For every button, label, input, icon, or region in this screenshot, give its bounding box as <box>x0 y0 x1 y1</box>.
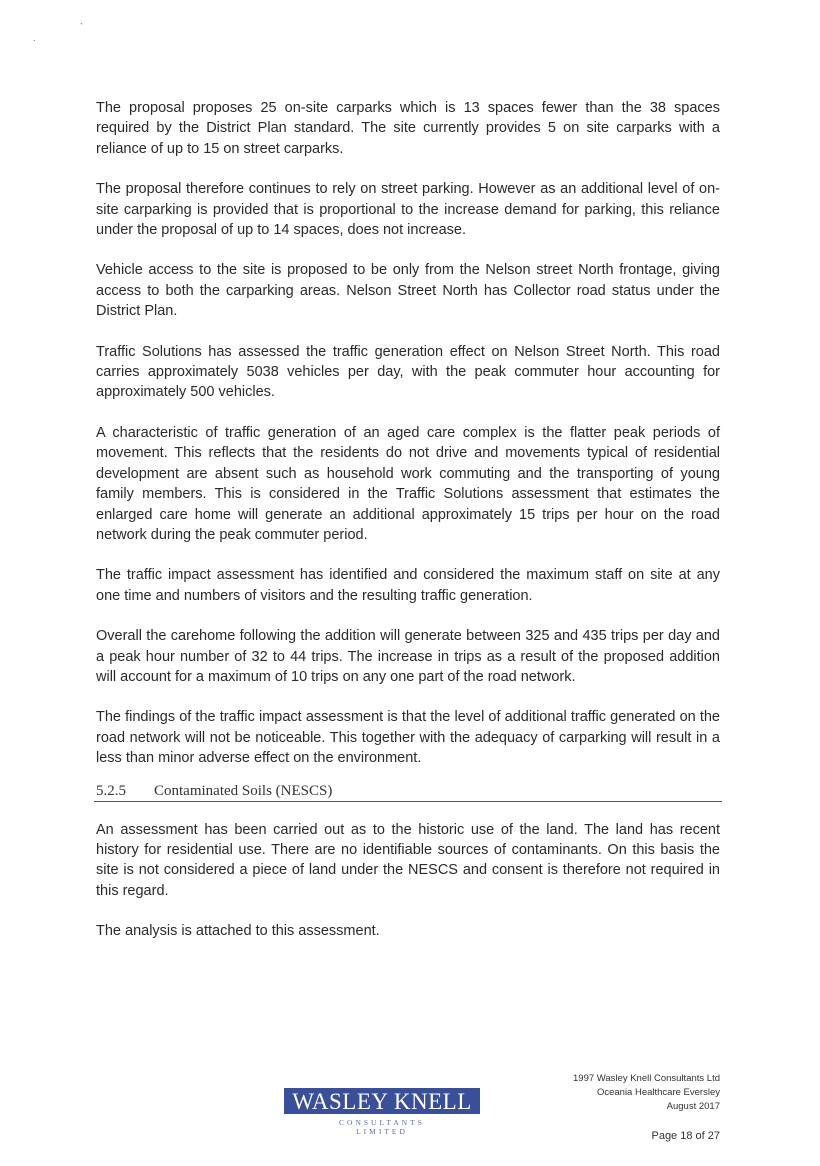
document-body <box>96 98 720 962</box>
paragraph: A characteristic of traffic generation of an aged care complex is the flatter peak periods of movement. This reflects that the residents do not drive and movements typical of residential development are absent such as household work commuting and the transporting of young family members. This is considered in the Traffic Solutions assessment that estimates the enlarged care home will generate an additional approximately 15 trips per hour on the road network during the peak commuter period. <box>96 424 720 543</box>
section-number: 5.2.5 <box>96 782 126 799</box>
logo-subtitle-limited: LIMITED <box>356 1127 408 1136</box>
logo-subtitle-consultants: CONSULTANTS <box>339 1118 425 1127</box>
footer-date: August 2017 <box>666 1101 720 1112</box>
scan-mark: . <box>33 33 36 43</box>
paragraph: The analysis is attached to this assessment. <box>96 923 380 940</box>
paragraph: The findings of the traffic impact assessment is that the level of additional traffic generated on the road network will not be noticeable. This together with the adequacy of carparking will result in a less than minor adverse effect on the environment. <box>96 709 720 767</box>
paragraph: Traffic Solutions has assessed the traffic generation effect on Nelson Street North. This road carries approximately 5038 vehicles per day, with the peak commuter hour accounting for approximately 500 vehicles. <box>96 343 720 401</box>
footer-client: Oceania Healthcare Eversley <box>596 1087 720 1098</box>
section-title: Contaminated Soils (NESCS) <box>154 782 333 799</box>
paragraph: The proposal proposes 25 on-site carparks which is 13 spaces fewer than the 38 spaces required by the District Plan standard. The site currently provides 5 on site carparks with a reliance of up to 15 on street carparks. <box>96 100 720 157</box>
company-logo <box>284 1088 480 1136</box>
paragraph: Overall the carehome following the addition will generate between 325 and 435 trips per day and a peak hour number of 32 to 44 trips. The increase in trips as a result of the proposed addition will account for a maximum of 10 trips on any one part of the road network. <box>96 628 720 685</box>
scan-mark: ` <box>80 22 83 32</box>
paragraph: An assessment has been carried out as to the historic use of the land. The land has recent history for residential use. There are no identifiable sources of contaminants. On this basis the site is not considered a piece of land under the NESCS and consent is therefore not required in this regard. <box>96 821 720 899</box>
paragraph: Vehicle access to the site is proposed to be only from the Nelson street North frontage, giving access to both the carparking areas. Nelson Street North has Collector road status under the District Plan. <box>96 262 720 320</box>
page-number: Page 18 of 27 <box>651 1130 720 1142</box>
section-heading <box>94 783 722 802</box>
footer-info <box>573 1072 720 1114</box>
logo-wordmark: WASLEY KNELL <box>284 1088 480 1114</box>
footer-copyright: 1997 Wasley Knell Consultants Ltd <box>573 1073 720 1084</box>
paragraph: The proposal therefore continues to rely on street parking. However as an additional level of on-site carparking is provided that is proportional to the increase demand for parking, this reliance under the proposal of up to 14 spaces, does not increase. <box>96 181 720 239</box>
paragraph: The traffic impact assessment has identified and considered the maximum staff on site at any one time and numbers of visitors and the resulting traffic generation. <box>96 567 720 604</box>
